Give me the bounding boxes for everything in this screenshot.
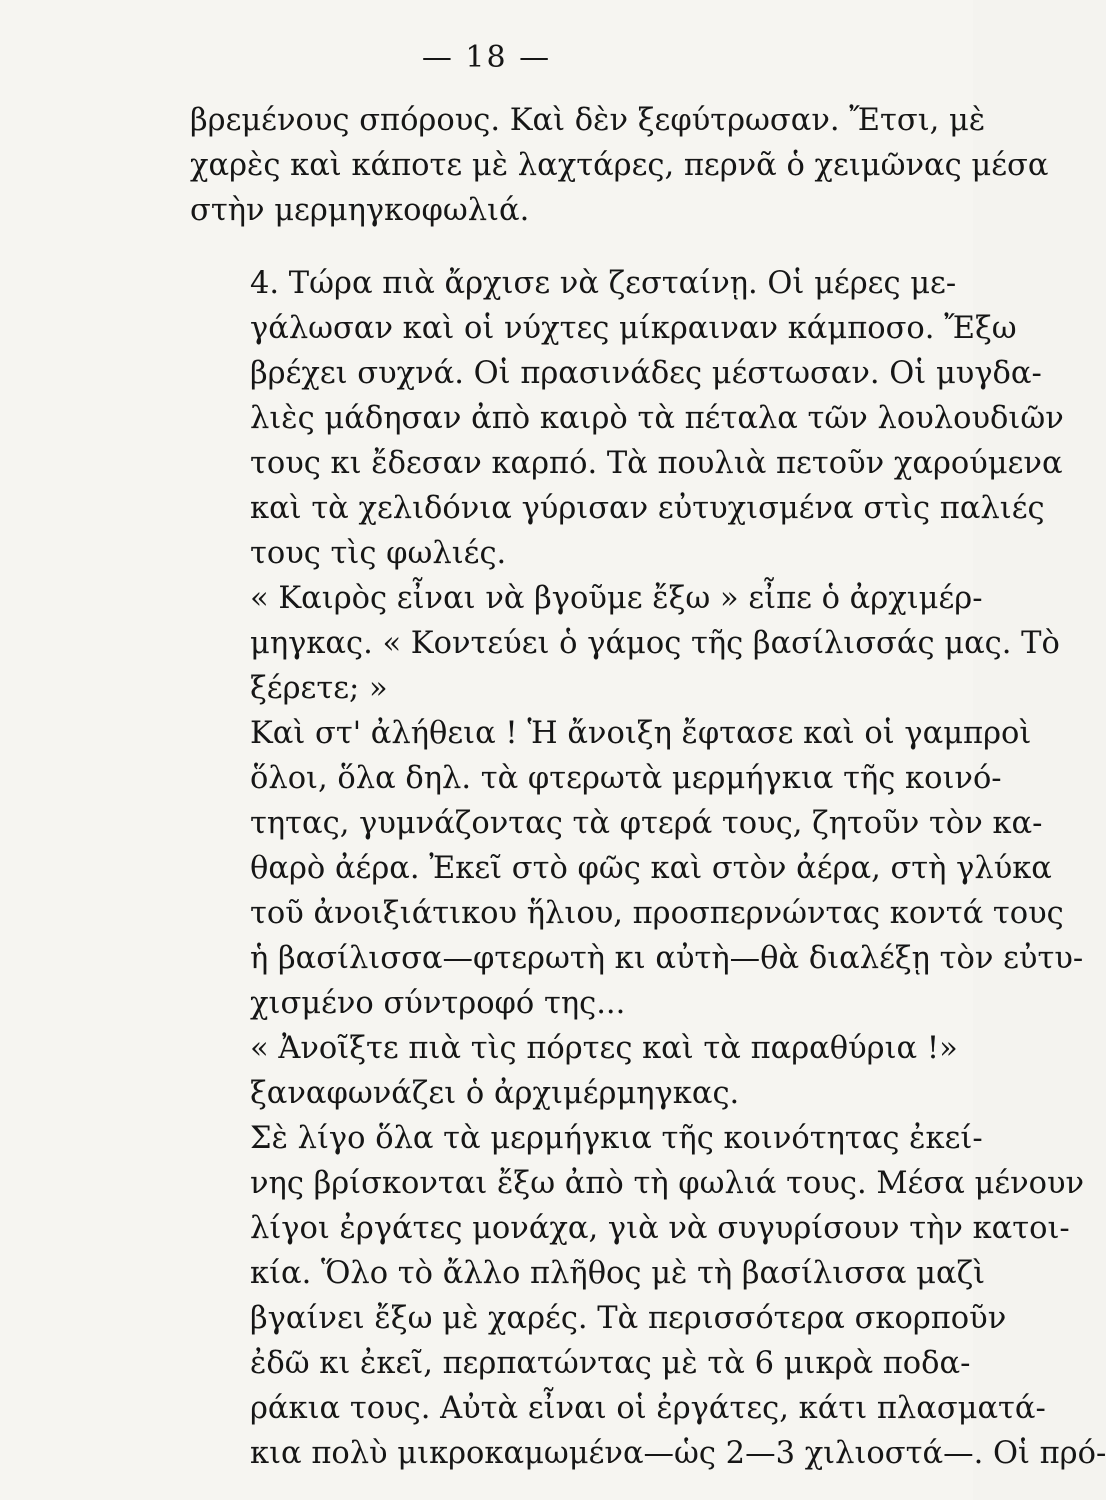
paragraph	[190, 1116, 1106, 1476]
text-line: χισμένο σύντροφό της...	[250, 986, 626, 1021]
paragraph	[190, 261, 1064, 576]
text-line: ξαναφωνάζει ὁ ἀρχιμέρμηγκας.	[250, 1076, 740, 1111]
text-line: τοῦ ἀνοιξιάτικου ἥλιου, προσπερνώντας κοντά τους	[250, 896, 1064, 931]
paragraph	[190, 576, 1060, 711]
text-line: χαρὲς καὶ κάποτε μὲ λαχτάρες, περνᾶ ὁ χειμῶνας μέσα	[190, 148, 1049, 183]
text-line: ἐδῶ κι ἐκεῖ, περπατώντας μὲ τὰ 6 μικρὰ ποδα-	[250, 1346, 971, 1381]
text-line: ξέρετε; »	[250, 671, 388, 706]
text-line: στὴν μερμηγκοφωλιά.	[190, 193, 530, 228]
text-line: λιὲς μάδησαν ἀπὸ καιρὸ τὰ πέταλα τῶν λουλουδιῶν	[250, 401, 1064, 436]
text-line: 4. Τώρα πιὰ ἄρχισε νὰ ζεσταίνῃ. Οἱ μέρες με-	[250, 266, 957, 301]
paragraph	[190, 98, 1049, 233]
page-number: — 18 —	[421, 40, 552, 75]
text-line: βρέχει συχνά. Οἱ πρασινάδες μέστωσαν. Οἱ μυγδα-	[250, 356, 1042, 391]
text-line: τητας, γυμνάζοντας τὰ φτερά τους, ζητοῦν τὸν κα-	[250, 806, 1043, 841]
text-line: κια πολὺ μικροκαμωμένα—ὡς 2—3 χιλιοστά—. Οἱ πρό-	[250, 1436, 1106, 1471]
text-line: ὅλοι, ὅλα δηλ. τὰ φτερωτὰ μερμήγκια τῆς κοινό-	[250, 761, 1002, 796]
text-line: καὶ τὰ χελιδόνια γύρισαν εὐτυχισμένα στὶς παλιές	[250, 491, 1045, 526]
text-line: Καὶ στ' ἀλήθεια ! Ἡ ἄνοιξη ἔφτασε καὶ οἱ γαμπροὶ	[250, 716, 1032, 751]
text-line: « Ἀνοῖξτε πιὰ τὶς πόρτες καὶ τὰ παραθύρια !»	[250, 1031, 958, 1066]
text-line: θαρὸ ἀέρα. Ἐκεῖ στὸ φῶς καὶ στὸν ἀέρα, στὴ γλύκα	[250, 851, 1052, 886]
text-line: ἡ βασίλισσα—φτερωτὴ κι αὐτὴ—θὰ διαλέξῃ τὸν εὐτυ-	[250, 941, 1084, 976]
text-line: τους τὶς φωλιές.	[250, 536, 507, 571]
text-line: ράκια τους. Αὐτὰ εἶναι οἱ ἐργάτες, κάτι πλασματά-	[250, 1391, 1046, 1426]
text-line: νης βρίσκονται ἔξω ἀπὸ τὴ φωλιά τους. Μέσα μένουν	[250, 1166, 1085, 1201]
text-line: βγαίνει ἔξω μὲ χαρές. Τὰ περισσότερα σκορποῦν	[250, 1301, 1007, 1336]
text-line: γάλωσαν καὶ οἱ νύχτες μίκραιναν κάμποσο. Ἔξω	[250, 311, 1017, 346]
body-text	[190, 98, 1106, 1476]
text-line: Σὲ λίγο ὅλα τὰ μερμήγκια τῆς κοινότητας ἐκεί-	[250, 1121, 983, 1156]
text-line: « Καιρὸς εἶναι νὰ βγοῦμε ἔξω » εἶπε ὁ ἀρχιμέρ-	[250, 581, 983, 616]
text-line: βρεμένους σπόρους. Καὶ δὲν ξεφύτρωσαν. Ἔτσι, μὲ	[190, 103, 986, 138]
text-line: μηγκας. « Κοντεύει ὁ γάμος τῆς βασίλισσάς μας. Τὸ	[250, 626, 1060, 661]
paragraph	[190, 711, 1084, 1026]
text-line: τους κι ἔδεσαν καρπό. Τὰ πουλιὰ πετοῦν χαρούμενα	[250, 446, 1063, 481]
text-line: λίγοι ἐργάτες μονάχα, γιὰ νὰ συγυρίσουν τὴν κατοι-	[250, 1211, 1070, 1246]
text-line: κία. Ὅλο τὸ ἄλλο πλῆθος μὲ τὴ βασίλισσα μαζὶ	[250, 1256, 986, 1291]
paragraph	[190, 1026, 958, 1116]
